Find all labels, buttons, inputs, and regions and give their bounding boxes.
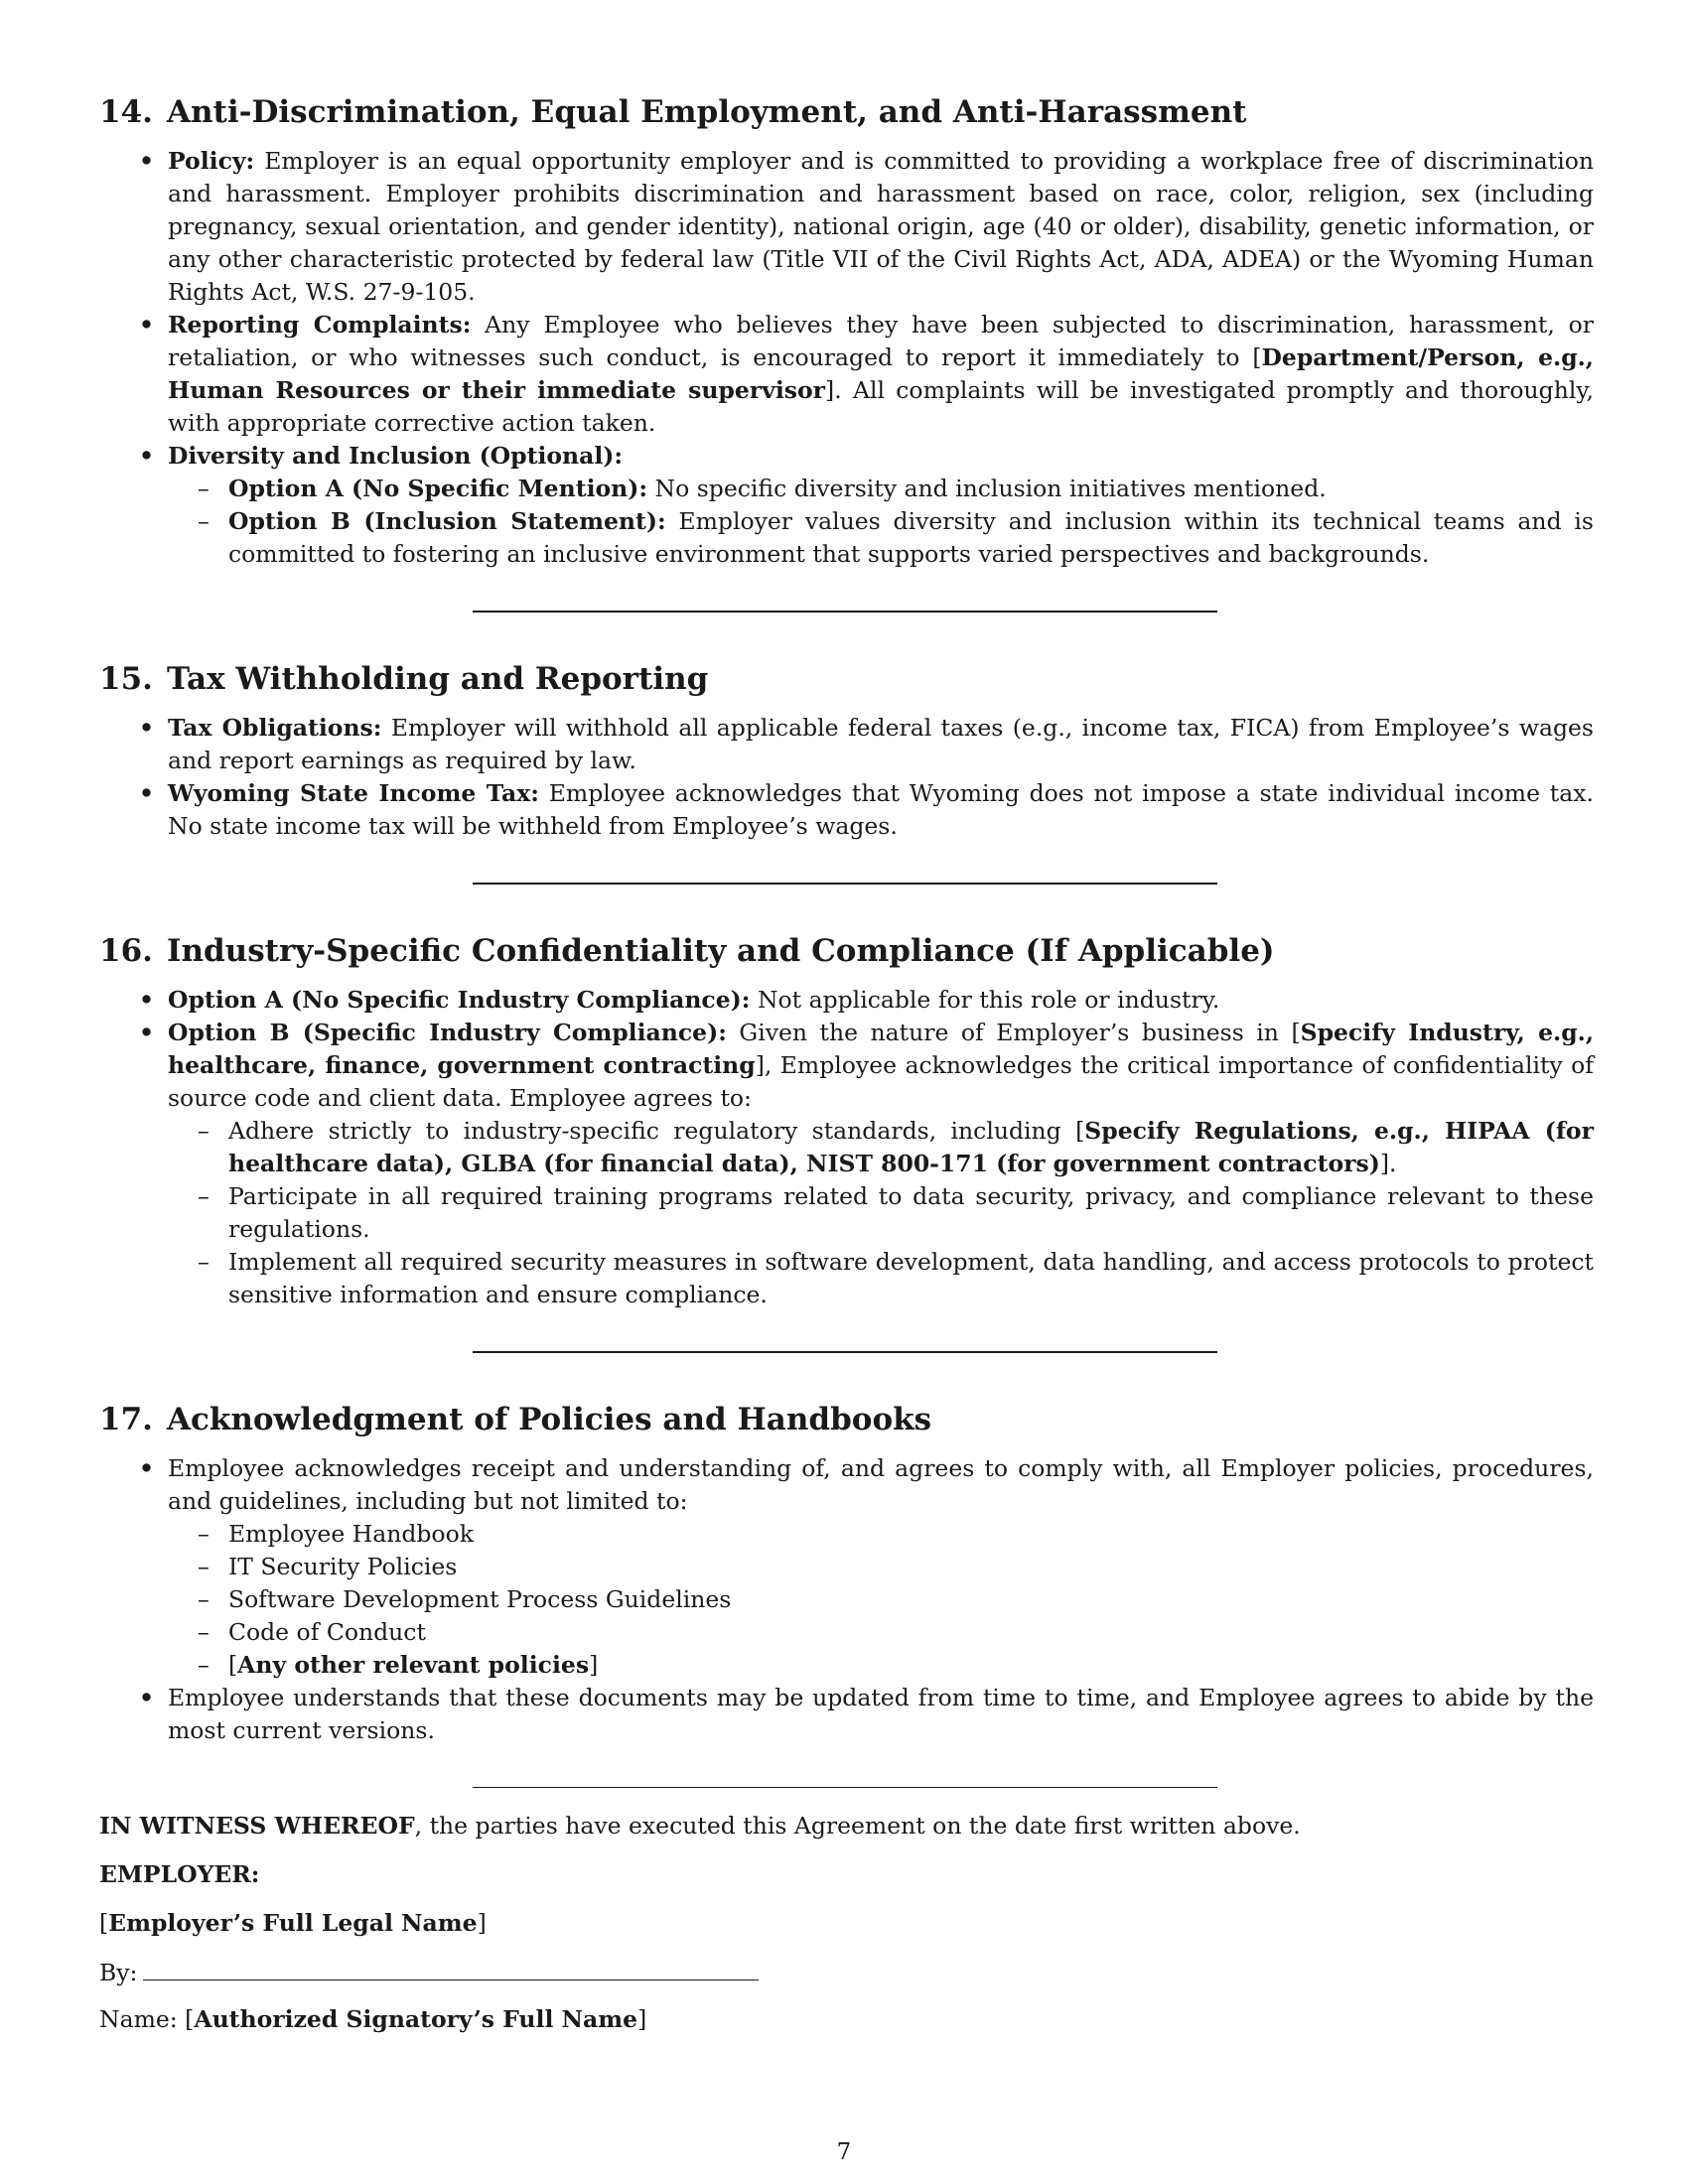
item-text: Not applicable for this role or industry. (757, 986, 1220, 1014)
section-divider (473, 1787, 1217, 1788)
sub-list-item (168, 1115, 1594, 1180)
item-text: Adhere strictly to industry-specific regulatory standards, including [ (228, 1117, 1085, 1145)
bracket: [ (228, 1651, 238, 1679)
bracket: ] (589, 1651, 599, 1679)
section-divider (473, 611, 1217, 613)
section-16-heading (99, 932, 1594, 970)
item-label: Reporting Complaints: (168, 311, 472, 339)
employer-name-line (99, 1907, 1594, 1940)
placeholder-text: Specify Industry, e.g., healthcare, finance, government contracting (168, 1019, 1594, 1079)
section-15-list (99, 712, 1594, 843)
list-item (99, 712, 1594, 777)
item-label: Wyoming State Income Tax: (168, 779, 539, 807)
item-text: Employer is an equal opportunity employer and is committed to providing a workplace free of discrimination and harassment. Employer prohibits discrimination and harassment based on race, color, religion, sex (including pregnancy, sexual orientation, and gender identity), national origin, age (40 or older), disability, genetic information, or any other characteristic protected by federal law (Title VII of the Civil Rights Act, ADA, ADEA) or the Wyoming Human Rights Act, W.S. 27-9-105. (168, 147, 1595, 306)
witness-statement (99, 1810, 1594, 1843)
section-15-heading (99, 660, 1594, 698)
section-number: 16. (99, 933, 153, 969)
sub-list-item (168, 505, 1594, 571)
sub-list (168, 473, 1594, 571)
item-text: ]. (1379, 1150, 1397, 1177)
list-item (99, 984, 1594, 1017)
item-text: Employer values diversity and inclusion within its technical teams and is committed to fostering an inclusive environment that supports varied perspectives and backgrounds. (228, 507, 1594, 568)
item-text: Participate in all required training programs related to data security, privacy, and compliance relevant to these regulations. (228, 1182, 1594, 1243)
list-item (99, 777, 1594, 843)
item-label: Option B (Specific Industry Compliance): (168, 1019, 727, 1046)
by-label: By: (99, 1959, 138, 1986)
page-number: 7 (836, 2139, 852, 2165)
employer-heading (99, 1858, 1594, 1891)
section-title: Anti-Discrimination, Equal Employment, and Anti-Harassment (166, 94, 1247, 130)
signature-field[interactable] (143, 1954, 759, 1980)
bracket: [ (99, 1909, 109, 1937)
section-divider (473, 883, 1217, 885)
sub-list (168, 1115, 1594, 1311)
policy-item: – Code of Conduct (168, 1616, 1594, 1649)
name-label: Name: (99, 2005, 178, 2033)
section-number: 15. (99, 661, 153, 697)
item-text: Any Employee who believes they have been subjected to discrimination, harassment, or retaliation, or who witnesses such conduct, is encouraged to report it immediately to [ (168, 311, 1594, 371)
placeholder-text: Any other relevant policies (237, 1651, 590, 1679)
item-text: No specific diversity and inclusion initiatives mentioned. (654, 475, 1327, 502)
section-title: Acknowledgment of Policies and Handbooks (166, 1402, 932, 1437)
item-text: Employee acknowledges that Wyoming does not impose a state individual income tax. No state income tax will be withheld from Employee’s wages. (168, 779, 1594, 840)
sub-list-item (168, 1246, 1594, 1311)
placeholder-text: Authorized Signatory’s Full Name (194, 2005, 638, 2033)
item-label: Option A (No Specific Industry Compliance): (168, 986, 751, 1014)
item-text: Employer will withhold all applicable federal taxes (e.g., income tax, FICA) from Employee’s wages and report earnings as required by law. (168, 714, 1594, 774)
item-label: Option B (Inclusion Statement): (228, 507, 666, 535)
placeholder-text: Employer’s Full Legal Name (108, 1909, 478, 1937)
list-item (99, 309, 1594, 440)
section-17-heading (99, 1401, 1594, 1438)
section-17-list (99, 1452, 1594, 1747)
employer-label: EMPLOYER: (99, 1860, 260, 1888)
witness-text: , the parties have executed this Agreement on the date first written above. (414, 1812, 1301, 1840)
policy-item: – IT Security Policies (168, 1551, 1594, 1583)
bracket: ] (477, 1909, 487, 1937)
signatory-name-line (99, 2003, 1594, 2036)
item-label: Policy: (168, 147, 255, 175)
item-text: Given the nature of Employer’s business in [ (739, 1019, 1301, 1046)
section-14-list (99, 145, 1594, 571)
list-item (99, 440, 1594, 571)
item-text: Implement all required security measures in software development, data handling, and access protocols to protect sensitive information and ensure compliance. (228, 1248, 1594, 1308)
sub-list-item (168, 1180, 1594, 1246)
witness-label: IN WITNESS WHEREOF (99, 1812, 415, 1840)
placeholder-text: Department/Person, e.g., Human Resources or their immediate supervisor (168, 343, 1594, 404)
item-text: Employee acknowledges receipt and understanding of, and agrees to comply with, all Employer policies, procedures, and guidelines, including but not limited to: (168, 1454, 1594, 1515)
policy-item: – Software Development Process Guidelines (168, 1583, 1594, 1616)
section-number: 14. (99, 94, 153, 130)
item-label: Tax Obligations: (168, 714, 382, 742)
item-label: Diversity and Inclusion (Optional): (168, 442, 624, 470)
signature-line (99, 1954, 1594, 1989)
section-16-list (99, 984, 1594, 1311)
list-item (99, 1452, 1594, 1682)
policy-item (168, 1649, 1594, 1682)
placeholder-text: Specify Regulations, e.g., HIPAA (for healthcare data), GLBA (for financial data), NIST 800-171 (for government contractors) (228, 1117, 1594, 1177)
item-text: ]. All complaints will be investigated promptly and thoroughly, with appropriate corrective action taken. (168, 376, 1594, 437)
document-body (99, 93, 1594, 2052)
list-item (99, 1017, 1594, 1311)
policy-item: – Employee Handbook (168, 1518, 1594, 1551)
section-14-heading (99, 93, 1594, 131)
item-label: Option A (No Specific Mention): (228, 475, 648, 502)
section-title: Industry-Specific Confidentiality and Compliance (If Applicable) (166, 933, 1275, 969)
bracket: [ (185, 2005, 195, 2033)
policy-list (168, 1518, 1594, 1682)
item-text: ], Employee acknowledges the critical importance of confidentiality of source code and client data. Employee agrees to: (168, 1051, 1595, 1112)
list-item (99, 1682, 1594, 1747)
sub-list-item (168, 473, 1594, 505)
bracket: ] (637, 2005, 647, 2033)
section-number: 17. (99, 1402, 153, 1437)
section-divider (473, 1351, 1217, 1353)
section-title: Tax Withholding and Reporting (166, 661, 709, 697)
list-item (99, 145, 1594, 309)
item-text: Employee understands that these documents may be updated from time to time, and Employee agrees to abide by the most current versions. (168, 1684, 1594, 1744)
